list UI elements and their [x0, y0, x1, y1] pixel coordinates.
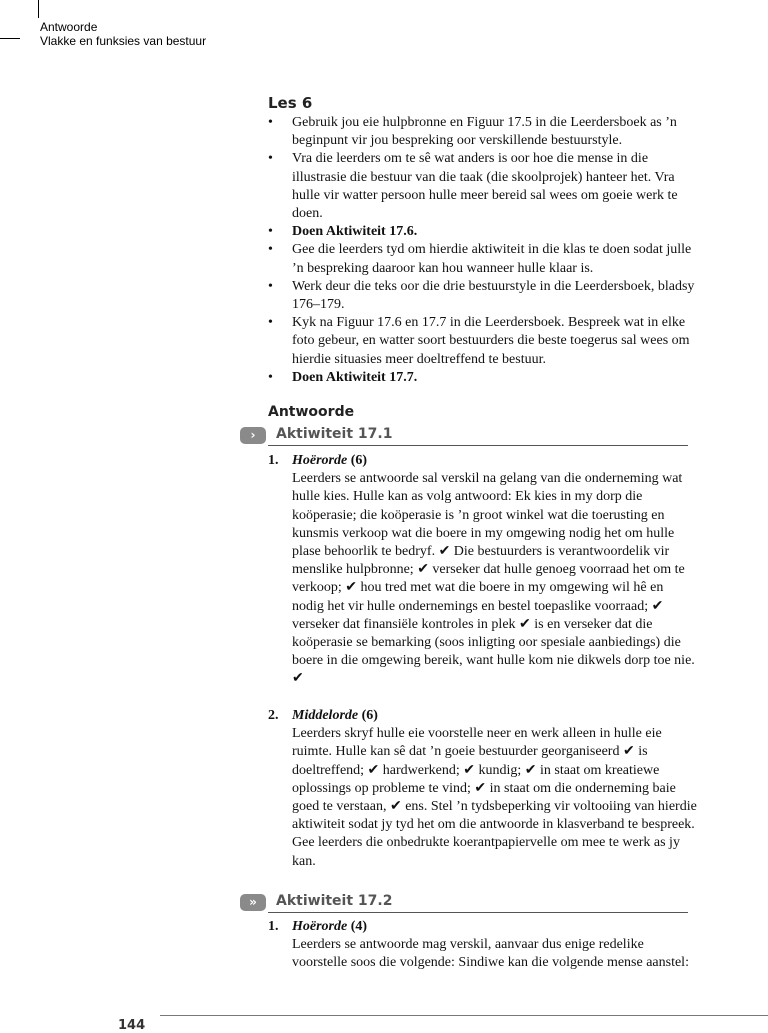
question-answer-text: Leerders skryf hulle eie voorstelle neer en werk alleen in hulle eie ruimte. Hulle kan sê dat ’n goeie bestuurder georganiseerd ✔ is doeltreffend; ✔ hardwerkend; ✔ kundig; ✔ in staat om kreatiewe oplossings op probleme te vind; ✔ in staat om die onderneming baie goed te verstaan, ✔ ens. Stel ’n tydsbeperking vir voltooiing van hierdie aktiwiteit sodat jy tyd het om die antwoorde in klasverband te bespreek. Gee leerders die onbedrukte koerantpapiervelle om mee te werk as jy kan.: [292, 726, 697, 869]
question-item: [268, 918, 698, 973]
divider: [268, 445, 688, 446]
header-line-1: Antwoorde: [40, 20, 98, 34]
question-answer-text: Leerders se antwoorde mag verskil, aanvaar dus enige redelike voorstelle soos die volgende: Sindiwe kan die volgende mense aanstel:: [292, 937, 689, 971]
double-chevron-right-icon: »: [240, 894, 266, 911]
bullet-item: • Kyk na Figuur 17.6 en 17.7 in die Leerdersboek. Bespreek wat in elke foto gebeur, en watter soort bestuurders die beste toegerus sal wees om hierdie situasies meer doeltreffend te bestuur.: [268, 314, 698, 369]
bullet-item: • Doen Aktiwiteit 17.7.: [268, 369, 698, 387]
header-line-2: Vlakke en funksies van bestuur: [40, 34, 207, 48]
activity-title: Aktiwiteit 17.1: [276, 426, 393, 442]
crop-mark-vertical: [38, 0, 39, 18]
page-number: 144: [118, 1018, 146, 1033]
question-item: [268, 452, 698, 689]
divider: [268, 912, 688, 913]
crop-mark-horizontal: [0, 38, 20, 39]
lesson-heading: Les 6: [268, 94, 313, 112]
question-item: [268, 707, 698, 871]
bullet-item: • Werk deur die teks oor die drie bestuurstyle in die Leerdersboek, bladsy 176–179.: [268, 278, 698, 314]
activity-17-2-header: [240, 893, 688, 915]
lesson-bullet-list: [268, 114, 698, 387]
bullet-item: • Vra die leerders om te sê wat anders is oor hoe die mense in die illustrasie die bestuur van die taak (die skoolprojek) hanteer het. Vra hulle vir watter persoon hulle meer bereid sal wees om goeie werk te doen.: [268, 150, 698, 223]
activity-17-1-header: [240, 426, 688, 448]
question-title: Hoërorde (4): [292, 919, 368, 934]
bullet-item: • Doen Aktiwiteit 17.6.: [268, 223, 698, 241]
question-title: Hoërorde (6): [292, 453, 368, 468]
bullet-item: • Gebruik jou eie hulpbronne en Figuur 17.5 in die Leerdersboek as ’n beginpunt vir jou bespreking oor verskillende bestuurstyle.: [268, 114, 698, 150]
running-header: [40, 20, 206, 48]
question-number: 2.: [268, 708, 279, 723]
question-answer-text: Leerders se antwoorde sal verskil na gelang van die onderneming wat hulle kies. Hulle kan as volg antwoord: Ek kies in my dorp die koöperasie; die koöperasie is ’n groot winkel wat die toerusting en kunsmis verkoop wat die boere in my omgewing nodig het om hulle plase behoorlik te bedryf. ✔ Die bestuurders is verantwoordelik vir menslike hulpbronne; ✔ verseker dat hulle genoeg voorraad het om te verkoop; ✔ hou tred met wat die boere in my omgewing wil hê en nodig het vir hulle ondernemings en bestel toepaslike voorraad; ✔ verseker dat finansiële kontroles in plek ✔ is en verseker dat die koöperasie se bemarking (soos inligting oor spesiale aanbiedings) die boere in die omgewing bereik, want hulle kom nie dikwels dorp toe nie. ✔: [292, 471, 695, 687]
footer-divider: [160, 1015, 768, 1016]
activity-title: Aktiwiteit 17.2: [276, 893, 393, 909]
question-number: 1.: [268, 453, 279, 468]
answers-heading: Antwoorde: [268, 404, 355, 420]
bullet-item: • Gee die leerders tyd om hierdie aktiwiteit in die klas te doen sodat julle ’n bespreking daaroor kan hou wanneer hulle klaar is.: [268, 241, 698, 277]
chevron-right-icon: ›: [240, 427, 266, 444]
question-title: Middelorde (6): [292, 708, 378, 723]
question-number: 1.: [268, 919, 279, 934]
